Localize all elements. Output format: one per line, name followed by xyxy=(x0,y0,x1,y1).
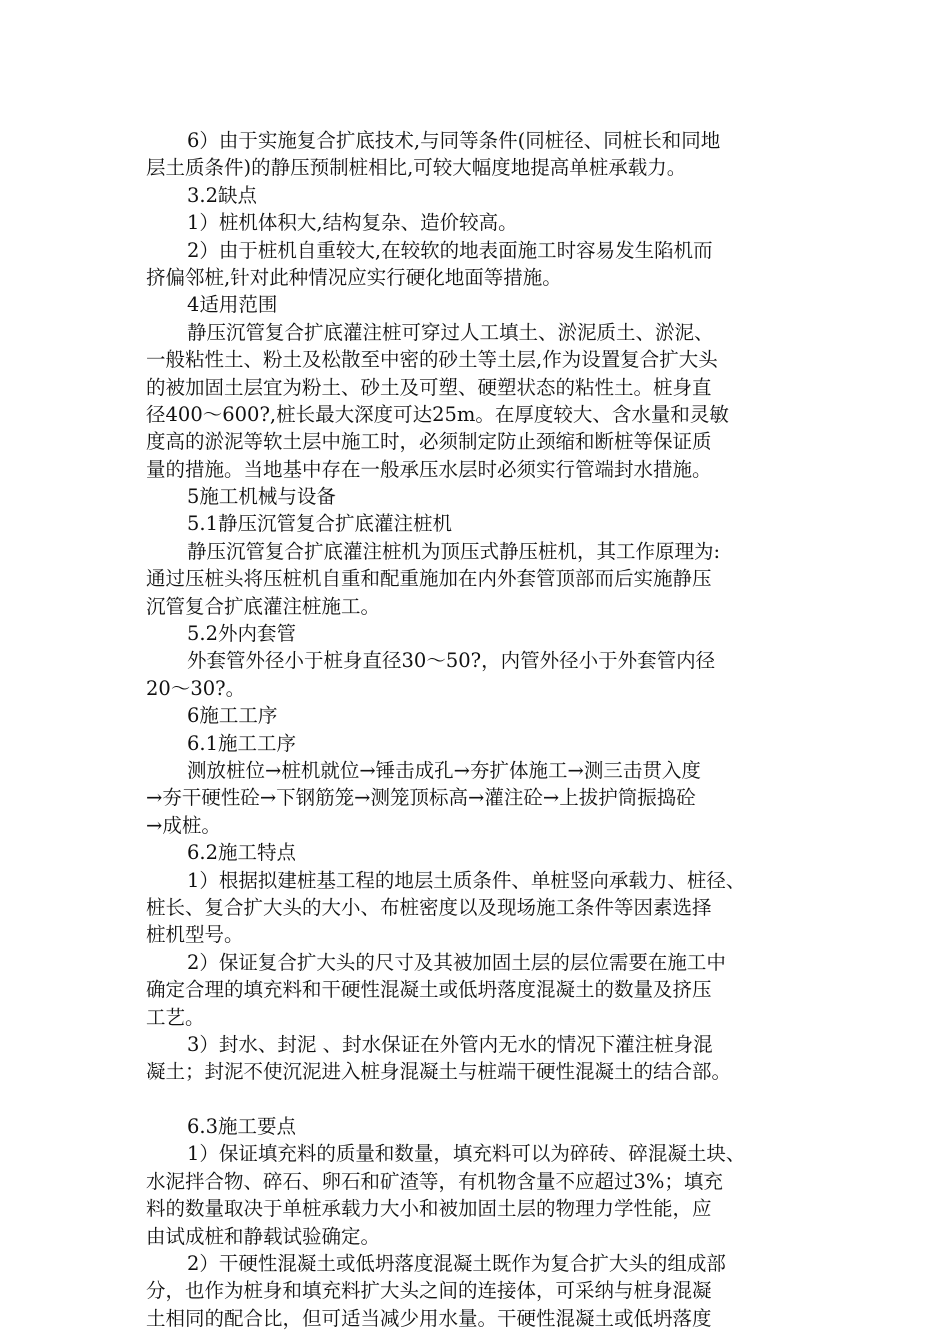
text-line: 2）保证复合扩大头的尺寸及其被加固土层的层位需要在施工中 xyxy=(187,950,726,974)
text-line: 5.2外内套管 xyxy=(187,622,297,646)
text-line: 土相同的配合比，但可适当减少用水量。干硬性混凝土或低坍落度 xyxy=(146,1306,712,1330)
text-line: 外套管外径小于桩身直径30～50?，内管外径小于外套管内径 xyxy=(187,649,716,673)
text-line: 桩长、复合扩大头的大小、布桩密度以及现场施工条件等因素选择 xyxy=(146,895,712,919)
text-line: 桩机型号。 xyxy=(146,923,244,947)
text-line: 4适用范围 xyxy=(187,293,278,317)
text-line: 分，也作为桩身和填充料扩大头之间的连接体，可采纳与桩身混凝 xyxy=(146,1279,712,1303)
text-line: 由试成桩和静载试验确定。 xyxy=(146,1224,381,1248)
text-line: 20～30?。 xyxy=(146,676,246,700)
text-line: 静压沉管复合扩底灌注桩可穿过人工填土、淤泥质土、淤泥、 xyxy=(187,320,714,344)
document-body xyxy=(146,127,826,1332)
text-line: 工艺。 xyxy=(146,1005,205,1029)
text-line: 2）由于桩机自重较大,在较软的地表面施工时容易发生陷机而 xyxy=(187,238,713,262)
text-line: →成桩。 xyxy=(146,813,221,837)
text-line: 6.1施工工序 xyxy=(187,731,297,755)
text-line: 测放桩位→桩机就位→锤击成孔→夯扩体施工→测三击贯入度 xyxy=(187,758,701,782)
text-line: 的被加固土层宜为粉土、砂土及可塑、硬塑状态的粘性土。桩身直 xyxy=(146,375,712,399)
text-line: 3.2缺点 xyxy=(187,183,258,207)
text-line: 一般粘性土、粉土及松散至中密的砂土等土层,作为设置复合扩大头 xyxy=(146,348,718,372)
text-line: 5施工机械与设备 xyxy=(187,485,336,509)
text-line: 凝土；封泥不使沉泥进入桩身混凝土与桩端干硬性混凝土的结合部。 xyxy=(146,1060,732,1084)
text-line: 沉管复合扩底灌注桩施工。 xyxy=(146,594,381,618)
blank-line xyxy=(146,1086,826,1113)
text-line: 静压沉管复合扩底灌注桩机为顶压式静压桩机，其工作原理为: xyxy=(187,539,721,563)
text-line: 确定合理的填充料和干硬性混凝土或低坍落度混凝土的数量及挤压 xyxy=(146,978,712,1002)
text-line: 度高的淤泥等软土层中施工时，必须制定防止颈缩和断桩等保证质 xyxy=(146,430,712,454)
text-line: 6.2施工特点 xyxy=(187,841,297,865)
text-line: 层土质条件)的静压预制桩相比,可较大幅度地提高单桩承载力。 xyxy=(146,156,687,180)
text-line: 径400～600?,桩长最大深度可达25m。在厚度较大、含水量和灵敏 xyxy=(146,402,729,426)
text-line: 量的措施。当地基中存在一般承压水层时必须实行管端封水措施。 xyxy=(146,457,712,481)
text-line: 挤偏邻桩,针对此种情况应实行硬化地面等措施。 xyxy=(146,265,562,289)
text-line: 2）干硬性混凝土或低坍落度混凝土既作为复合扩大头的组成部 xyxy=(187,1252,726,1276)
text-line: 6.3施工要点 xyxy=(187,1115,297,1139)
text-line: →夯干硬性砼→下钢筋笼→测笼顶标高→灌注砼→上拔护筒振捣砼 xyxy=(146,786,696,810)
text-line: 水泥拌合物、碎石、卵石和矿渣等，有机物含量不应超过3%；填充 xyxy=(146,1169,723,1193)
text-line: 6）由于实施复合扩底技术,与同等条件(同桩径、同桩长和同地 xyxy=(187,129,721,152)
text-line: 1）保证填充料的质量和数量，填充料可以为碎砖、碎混凝土块、 xyxy=(187,1142,746,1166)
text-line: 5.1静压沉管复合扩底灌注桩机 xyxy=(187,512,453,536)
text-line: 料的数量取决于单桩承载力大小和被加固土层的物理力学性能，应 xyxy=(146,1197,712,1221)
text-line: 1）根据拟建桩基工程的地层土质条件、单桩竖向承载力、桩径、 xyxy=(187,868,746,892)
text-line: 1）桩机体积大,结构复杂、造价较高。 xyxy=(187,211,518,235)
text-line: 通过压桩头将压桩机自重和配重施加在内外套管顶部而后实施静压 xyxy=(146,567,712,591)
text-line: 3）封水、封泥 、封水保证在外管内无水的情况下灌注桩身混 xyxy=(187,1032,713,1056)
text-line: 6施工工序 xyxy=(187,704,278,728)
